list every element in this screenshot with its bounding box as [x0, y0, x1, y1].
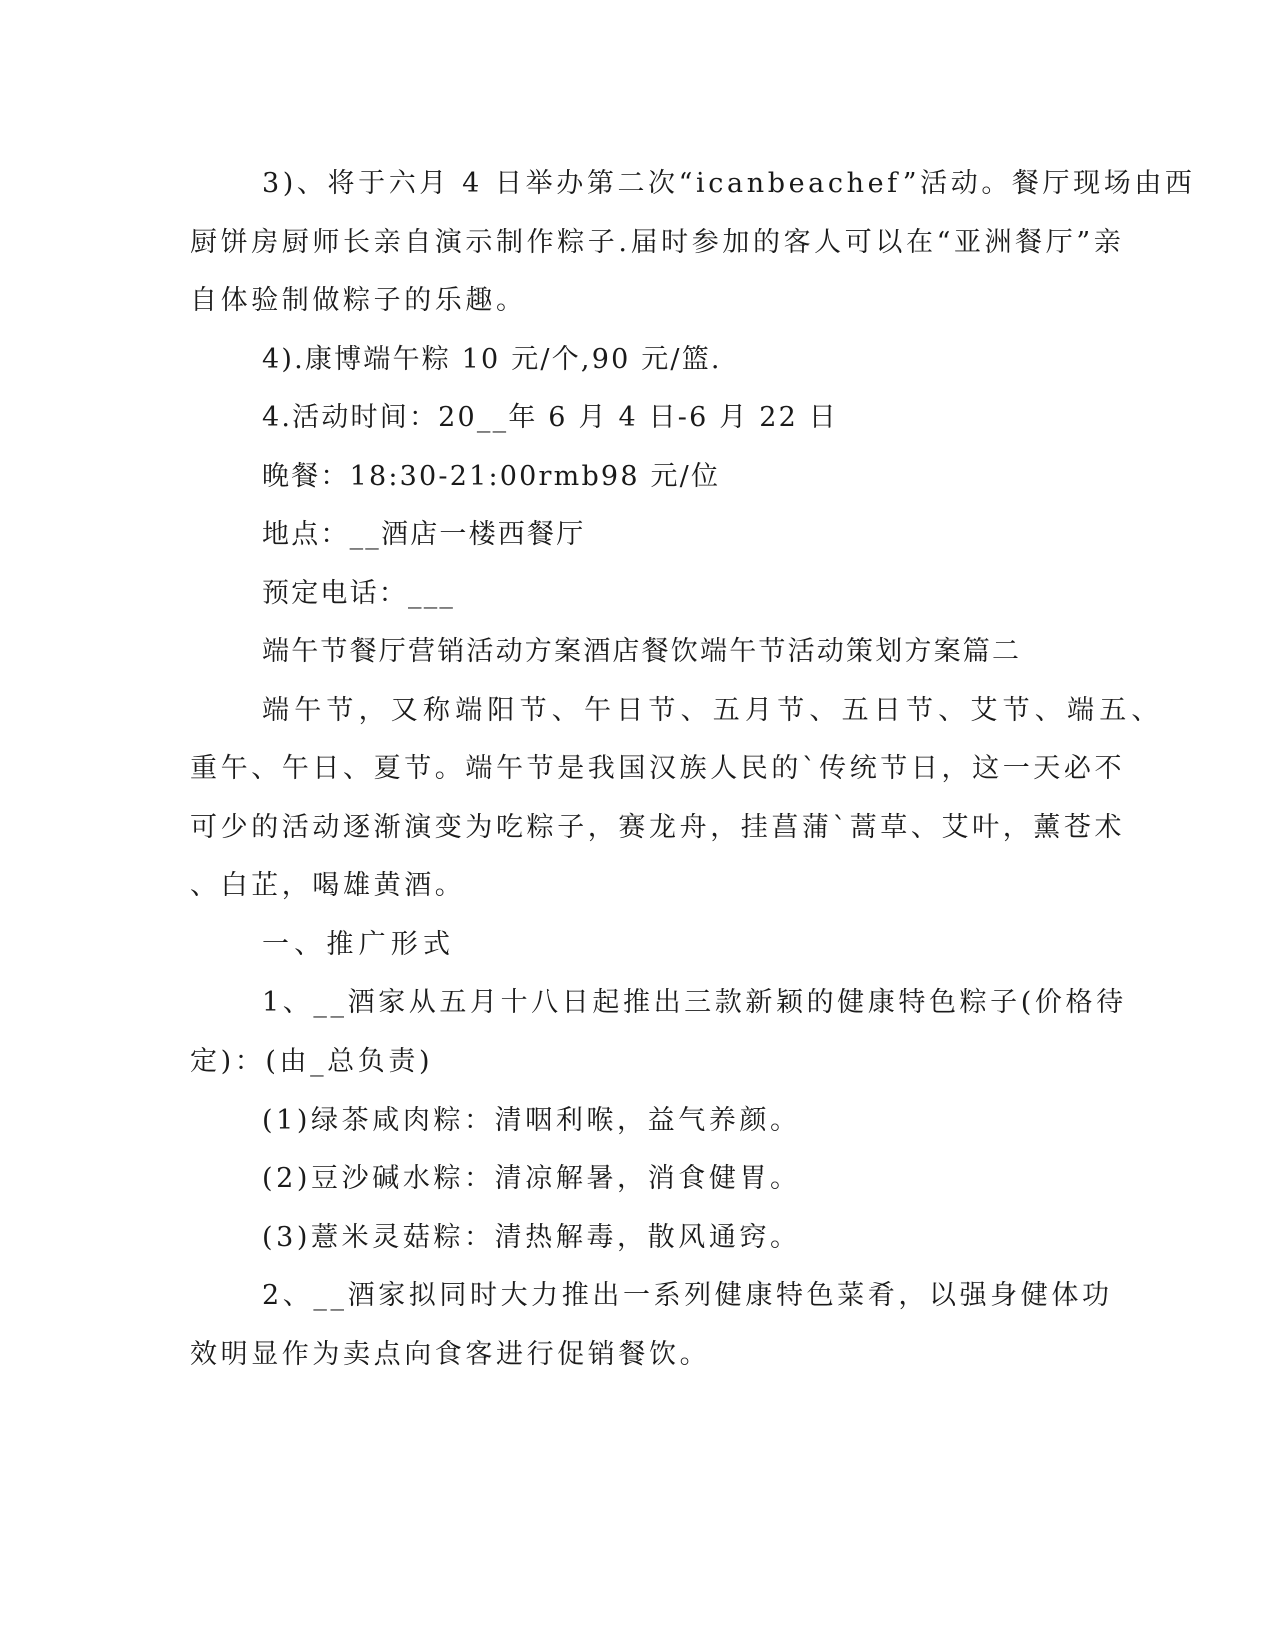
paragraph-line: 厨饼房厨师长亲自演示制作粽子.届时参加的客人可以在“亚洲餐厅”亲	[190, 227, 1125, 258]
paragraph-line: 定)：(由_总负责)	[190, 1046, 434, 1077]
section-heading: 端午节餐厅营销活动方案酒店餐饮端午节活动策划方案篇二	[262, 636, 1022, 667]
paragraph-line: 4).康博端午粽 10 元/个,90 元/篮.	[262, 344, 722, 375]
list-item: (1)绿茶咸肉粽：清咽利喉，益气养颜。	[262, 1105, 801, 1136]
paragraph-line: 地点：__酒店一楼西餐厅	[262, 519, 586, 550]
paragraph-line: 预定电话：___	[262, 578, 456, 609]
paragraph-line: 端午节，又称端阳节、午日节、五月节、五日节、艾节、端五、	[262, 695, 1164, 726]
paragraph-line: 3)、将于六月 4 日举办第二次“icanbeachef”活动。餐厅现场由西	[262, 168, 1196, 199]
paragraph-line: 2、__酒家拟同时大力推出一系列健康特色菜肴，以强身健体功	[262, 1280, 1113, 1311]
paragraph-line: 、白芷，喝雄黄酒。	[190, 870, 466, 901]
paragraph-line: 可少的活动逐渐演变为吃粽子，赛龙舟，挂菖蒲`蒿草、艾叶，薰苍术	[190, 812, 1126, 843]
paragraph-line: 自体验制做粽子的乐趣。	[190, 285, 527, 316]
paragraph-line: 1、__酒家从五月十八日起推出三款新颖的健康特色粽子(价格待	[262, 987, 1127, 1018]
paragraph-line: 重午、午日、夏节。端午节是我国汉族人民的`传统节日，这一天必不	[190, 753, 1126, 784]
paragraph-line: 效明显作为卖点向食客进行促销餐饮。	[190, 1339, 711, 1370]
paragraph-line: 4.活动时间：20__年 6 月 4 日-6 月 22 日	[262, 402, 839, 433]
paragraph-line: 晚餐：18:30-21:00rmb98 元/位	[262, 461, 721, 492]
list-item: (3)薏米灵菇粽：清热解毒，散风通窍。	[262, 1222, 801, 1253]
list-item: (2)豆沙碱水粽：清凉解暑，消食健胃。	[262, 1163, 801, 1194]
subheading: 一、推广形式	[262, 929, 456, 960]
